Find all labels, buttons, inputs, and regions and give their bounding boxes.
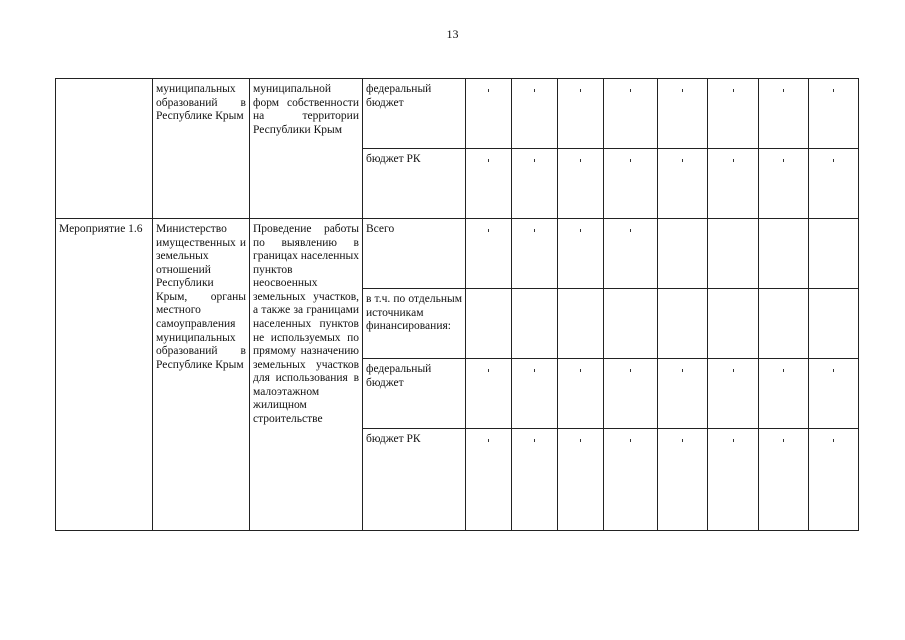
value-mark: [833, 159, 834, 162]
description-cell: муниципальной форм собственности на территории Республики Крым: [250, 79, 363, 219]
value-mark: [534, 229, 535, 232]
value-cell: [658, 79, 708, 149]
page-number: 13: [446, 27, 459, 41]
value-cell: [809, 289, 859, 359]
funding-source-label: бюджет РК: [363, 429, 466, 531]
value-cell: [512, 219, 558, 289]
funding-source-label: Всего: [363, 219, 466, 289]
value-mark: [534, 439, 535, 442]
value-cell: [512, 79, 558, 149]
value-cell: [558, 219, 604, 289]
executor-cell: муниципальных образований в Республике Крым: [153, 79, 250, 219]
value-cell: [558, 289, 604, 359]
value-cell: [512, 429, 558, 531]
value-cell: [759, 219, 809, 289]
value-cell: [512, 149, 558, 219]
value-mark: [733, 89, 734, 92]
value-mark: [580, 439, 581, 442]
executor-cell: Министерство имущественных и земельных отношений Республики Крым, органы местного самоуправления муниципальных образований в Республике Крым: [153, 219, 250, 531]
value-mark: [733, 369, 734, 372]
value-mark: [682, 89, 683, 92]
value-mark: [783, 159, 784, 162]
value-mark: [580, 159, 581, 162]
value-mark: [488, 369, 489, 372]
value-cell: [512, 359, 558, 429]
value-mark: [488, 159, 489, 162]
value-cell: [658, 359, 708, 429]
funding-source-label: федеральный бюджет: [363, 79, 466, 149]
value-mark: [488, 229, 489, 232]
value-mark: [630, 89, 631, 92]
value-cell: [466, 429, 512, 531]
value-mark: [833, 89, 834, 92]
value-cell: [708, 289, 759, 359]
value-cell: [759, 289, 809, 359]
value-cell: [759, 359, 809, 429]
value-mark: [682, 369, 683, 372]
program-activities-table: [55, 78, 859, 531]
table-row: [56, 79, 859, 149]
value-cell: [604, 79, 658, 149]
value-cell: [604, 289, 658, 359]
value-mark: [733, 439, 734, 442]
value-mark: [534, 159, 535, 162]
value-mark: [833, 369, 834, 372]
empty-measure-cell: [56, 79, 153, 219]
value-cell: [558, 359, 604, 429]
value-cell: [809, 149, 859, 219]
value-cell: [604, 429, 658, 531]
value-cell: [658, 289, 708, 359]
value-mark: [630, 439, 631, 442]
value-mark: [534, 89, 535, 92]
value-cell: [558, 79, 604, 149]
value-cell: [708, 149, 759, 219]
value-mark: [580, 369, 581, 372]
value-cell: [759, 149, 809, 219]
value-cell: [466, 219, 512, 289]
value-cell: [658, 219, 708, 289]
value-mark: [534, 369, 535, 372]
value-cell: [604, 149, 658, 219]
value-mark: [783, 439, 784, 442]
description-cell: Проведение работы по выявлению в границах населенных пунктов неосвоенных земельных участков, а также за границами населенных пунктов не используемых по прямому назначению земельных участков для использования в малоэтажном жилищном строительстве: [250, 219, 363, 531]
value-mark: [783, 89, 784, 92]
value-cell: [658, 149, 708, 219]
value-cell: [708, 219, 759, 289]
value-cell: [558, 149, 604, 219]
value-cell: [558, 429, 604, 531]
value-mark: [580, 229, 581, 232]
value-cell: [759, 79, 809, 149]
value-mark: [630, 369, 631, 372]
funding-source-label: федеральный бюджет: [363, 359, 466, 429]
value-mark: [488, 89, 489, 92]
value-cell: [466, 149, 512, 219]
value-cell: [809, 359, 859, 429]
funding-source-label: в т.ч. по отдельным источникам финансирования:: [363, 289, 466, 359]
value-mark: [682, 159, 683, 162]
value-cell: [512, 289, 558, 359]
value-cell: [604, 359, 658, 429]
value-mark: [630, 229, 631, 232]
value-mark: [733, 159, 734, 162]
measure-name-cell: Мероприятие 1.6: [56, 219, 153, 531]
value-cell: [658, 429, 708, 531]
value-cell: [466, 359, 512, 429]
value-mark: [682, 439, 683, 442]
value-mark: [488, 439, 489, 442]
funding-source-label: бюджет РК: [363, 149, 466, 219]
value-cell: [466, 79, 512, 149]
value-cell: [759, 429, 809, 531]
value-cell: [708, 429, 759, 531]
value-mark: [580, 89, 581, 92]
value-cell: [466, 289, 512, 359]
table-row: [56, 219, 859, 289]
value-mark: [833, 439, 834, 442]
value-mark: [630, 159, 631, 162]
value-cell: [809, 219, 859, 289]
value-mark: [783, 369, 784, 372]
value-cell: [809, 79, 859, 149]
value-cell: [604, 219, 658, 289]
value-cell: [708, 359, 759, 429]
value-cell: [708, 79, 759, 149]
value-cell: [809, 429, 859, 531]
